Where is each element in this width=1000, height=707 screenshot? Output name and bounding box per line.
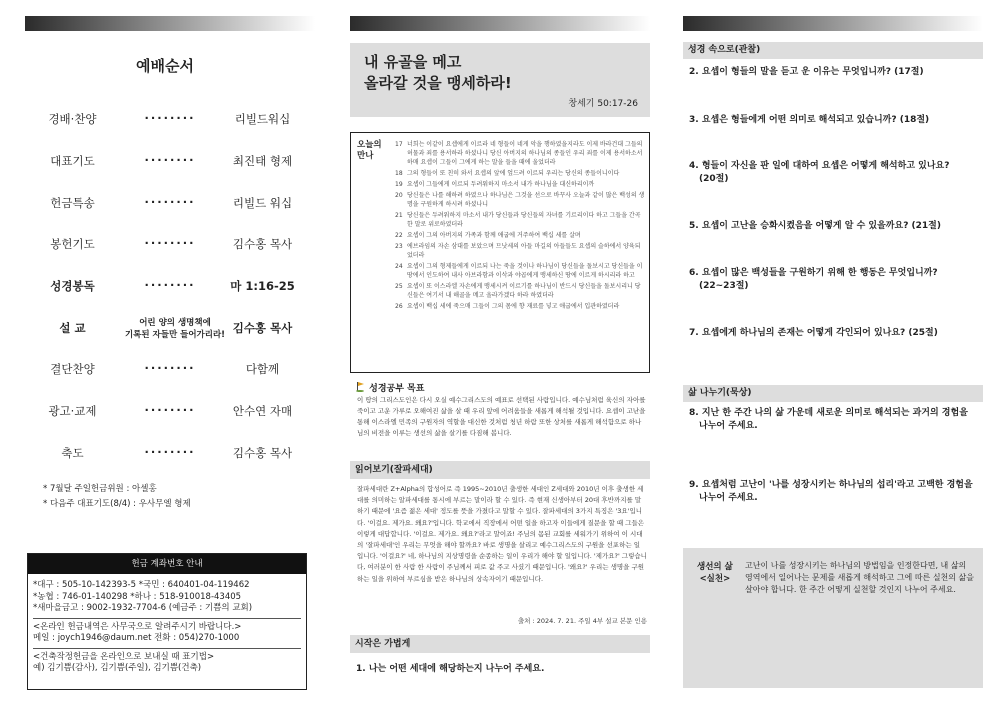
study-goal-title: 성경공부 목표 <box>369 384 425 394</box>
study-goal-text: 이 땅의 그리스도인은 다시 오실 예수그리스도의 예표로 선택된 사람입니다. 예수님처럼 육신의 자아를 죽이고 고운 가루로 오해여진 삶을 살 때 우리 앞에 어려움들을 새롭게 해석될 것입니다. 요셉이 고난을 통해 이스라엘 민족의 구원자의 역할을 대신한 것처럼 청년 하람 또한 상처를 새롭게 해석함으로 하나님의 비전을 이루는 생선의 삶을 살기를 다짐해 봅니다. <box>357 396 646 437</box>
order-title: 예배순서 <box>136 57 194 75</box>
order-dots: ········ <box>144 278 196 292</box>
reading-source: 출처 : 2024. 7. 21. 주일 4부 설교 본문 인용 <box>517 617 647 625</box>
sermon-title <box>120 317 230 341</box>
question-9-line: 9. 요셉처럼 고난이 '나를 성장시키는 하나님의 섭리'라고 고백한 경험을 <box>689 480 973 490</box>
order-dots: ········ <box>144 403 196 417</box>
sermon-hero <box>350 43 650 117</box>
verse-number: 23 <box>395 243 403 250</box>
order-dots: ········ <box>144 153 196 167</box>
verse-number: 24 <box>395 263 403 270</box>
order-row <box>25 153 305 173</box>
question-4-line: (20절) <box>699 174 729 184</box>
order-item-leader: 리빌드 워십 <box>232 196 293 210</box>
building-offering-example: 예) 김기쁨(감사), 김기쁨(주일), 김기쁨(건축) <box>33 663 202 673</box>
question-9-line: 나누어 주세요. <box>699 493 758 503</box>
verse <box>395 211 645 229</box>
order-item-leader: 다함께 <box>245 362 280 376</box>
verse-list <box>395 140 645 313</box>
verse-number: 21 <box>395 212 403 219</box>
verse <box>395 140 645 167</box>
question-7: 7. 요셉에게 하나님의 존재는 어떻게 각인되어 있나요? (25절) <box>689 328 938 338</box>
verse-text: 요셉이 그의 형제들에게 이르되 나는 죽을 것이나 하나님이 당신들을 돌보시고 당신들을 이 땅에서 인도하여 내사 아브라함과 이삭과 야곱에게 맹세하신 땅에 이르게 하시리라 하고 <box>407 263 643 279</box>
practice-label <box>697 561 733 585</box>
order-item-leader: 김수홍 목사 <box>232 237 293 251</box>
divider <box>33 648 301 649</box>
order-item-label: 결단찬양 <box>50 362 95 376</box>
contact-info: 메일 : joych1946@daum.net 전화 : 054)270-1000 <box>33 633 240 643</box>
verse <box>395 282 645 300</box>
building-offering-note: <건축작정헌금을 온라인으로 보내실 때 표기법> <box>33 651 215 662</box>
header-bar-middle <box>350 16 650 31</box>
order-item-leader: 김수홍 목사 <box>232 321 293 335</box>
verse-text: 너희는 이같이 요셉에게 이르라 네 형들이 네게 악을 행하였을지라도 이제 바라건대 그들의 허물과 죄를 용서하라 하셨나니 당신 아버지의 하나님의 종들인 우리 죄를 이제 용서하소서 하매 요셉이 그들이 그에게 하는 말을 들을 때에 울었더라 <box>407 141 643 166</box>
order-row <box>25 361 305 381</box>
practice-box <box>683 548 983 688</box>
question-5: 5. 요셉이 고난을 승화시켰음을 어떻게 알 수 있을까요? (21절) <box>689 221 941 231</box>
order-item-label: 설 교 <box>59 321 86 335</box>
scripture-label-line: 만나 <box>357 151 374 161</box>
scripture-reference: 창세기 50:17-26 <box>568 99 638 109</box>
study-goal-heading <box>355 381 424 394</box>
life-sharing-heading: 삶 나누기(묵상) <box>683 385 983 402</box>
question-8-line: 나누어 주세요. <box>699 421 758 431</box>
question-6-line: (22~23절) <box>699 281 749 291</box>
order-item-leader: 김수홍 목사 <box>232 446 293 460</box>
sermon-title-line: 어린 양의 생명책에 <box>139 318 211 328</box>
hero-title-line: 내 유골을 메고 <box>364 53 462 71</box>
question-6 <box>689 267 979 293</box>
account-line: *새마을금고 : 9002-1932-7704-6 (예금주 : 기쁨의 교회) <box>33 603 253 613</box>
order-item-label: 봉헌기도 <box>50 237 95 251</box>
order-item-label: 축도 <box>61 446 84 460</box>
verse-number: 20 <box>395 192 403 199</box>
hero-title-line: 올라갈 것을 맹세하라! <box>364 74 512 92</box>
reading-heading: 읽어보기(잘파세대) <box>350 461 650 479</box>
order-item-label: 대표기도 <box>50 154 95 168</box>
order-item-label: 성경봉독 <box>50 279 95 293</box>
account-line: *대구 : 505-10-142393-5 *국민 : 640401-04-119462 <box>33 580 250 590</box>
order-row <box>25 195 305 215</box>
sermon-title-line: 기록된 자들만 들어가리라! <box>124 330 226 340</box>
order-row <box>25 403 305 423</box>
verse-text: 요셉이 그들에게 이르되 두려워하지 마소서 내가 하나님을 대신하리이까 <box>407 181 595 188</box>
verse-text: 에브라임의 자손 삼대를 보았으며 므낫세의 아들 마길의 아들들도 요셉의 슬하에서 양육되었더라 <box>407 243 641 259</box>
verse <box>395 242 645 260</box>
order-item-leader: 리빌드워십 <box>234 112 291 126</box>
announcement-notes <box>43 482 191 512</box>
verse <box>395 262 645 280</box>
hero-title <box>364 52 512 94</box>
question-4 <box>689 160 979 186</box>
divider <box>33 618 301 619</box>
question-4-line: 4. 형들이 자신을 판 일에 대하여 요셉은 어떻게 해석하고 있나요? <box>689 161 950 171</box>
verse <box>395 191 645 209</box>
order-dots: ········ <box>144 236 196 250</box>
practice-label-line: <실천> <box>699 574 731 584</box>
question-1: 1. 나는 어떤 세대에 해당하는지 나누어 주세요. <box>356 664 545 674</box>
verse-number: 19 <box>395 181 403 188</box>
verse-number: 18 <box>395 170 403 177</box>
note-next-prayer: * 다음주 대표기도(8/4) : 우사무엘 형제 <box>43 499 191 509</box>
verse-number: 22 <box>395 232 403 239</box>
verse-text: 당신들은 나를 해하려 하였으나 하나님은 그것을 선으로 바꾸사 오늘과 같이 많은 백성의 생명을 구원하게 하시려 하셨나니 <box>407 192 645 208</box>
verse <box>395 169 645 178</box>
question-8 <box>689 407 979 433</box>
order-row <box>25 236 305 256</box>
question-9 <box>689 479 979 505</box>
verse-number: 17 <box>395 141 403 148</box>
order-item-leader: 최진태 형제 <box>232 154 293 168</box>
scripture-box <box>350 132 650 373</box>
online-offering-note: <온라인 헌금내역은 사무국으로 알려주시기 바랍니다.> <box>33 621 242 632</box>
question-6-line: 6. 요셉이 많은 백성들을 구원하기 위해 한 행동은 무엇입니까? <box>689 268 938 278</box>
reading-text: 잘파세대란 Z+Alpha의 합성어로 즉 1995~2010년 출생한 세대인 Z세대와 2010년 이후 출생한 세대를 의미하는 알파세대를 통시에 부르는 말이라 할 수 있다. 즉 현재 신생아부터 20대 후반까지를 말하기 때문에 '요즘 젊은 세대' 정도를 뜻을 가졌다고 말할 수 있다. 잘파세대의 3가지 특징은 '3요'입니다. '이걸요. 제가요. 왜요?'입니다. 학교에서 직장에서 어떤 일을 하고자 이들에게 질문을 할 때 그들은 이렇게 대답합니다. '이걸요. 제가요. 왜요?'라고 말이죠! 주님의 몸된 교회를 세워가기 위하여 이 시대의 '잘파세대'인 우리는 무엇을 해야 할까요? 바로 생명을 살리고 예수그리스도의 구원을 선포하는 일 입니다. '이걸요?' 네, 하나님의 지상명령을 순종하는 일이 우리가 해야 할 일입니다. '제가요?' 그렇습니다, 여러분이 한 사람 한 사람이 주님께서 피로 값 주고 사셨기 때문입니다. '왜요?' 우리는 생명을 구원하는 일을 위하여 부르심을 받은 하나님의 상속자이기 때문입니다. <box>357 485 647 583</box>
order-dots: ········ <box>144 111 196 125</box>
practice-text: 고난이 나를 성장시키는 하나님의 방법임을 인정한다면, 내 삶의 영역에서 일어나는 문제를 새롭게 해석하고 그에 따른 실천의 삶을 살아야 합니다. 한 주간 어떻게 실천할 것인지 나누어 주세요. <box>745 561 974 594</box>
flag-icon <box>355 382 366 392</box>
order-item-leader: 안수연 자매 <box>232 404 293 418</box>
order-dots: ········ <box>144 445 196 459</box>
question-8-line: 8. 지난 한 주간 나의 삶 가운데 새로운 의미로 해석되는 과거의 경험을 <box>689 408 968 418</box>
verse-text: 그의 형들이 또 친히 와서 요셉의 앞에 엎드려 이르되 우리는 당신의 종들이니이다 <box>407 170 620 177</box>
question-3: 3. 요셉은 형들에게 어떤 의미로 해석되고 있습니까? (18절) <box>689 115 930 125</box>
practice-label-line: 생선의 삶 <box>697 562 733 572</box>
order-row <box>25 278 305 298</box>
scripture-label-line: 오늘의 <box>357 140 382 150</box>
order-item-label: 경배·찬양 <box>48 112 97 126</box>
verse-text: 요셉이 백십 세에 죽으매 그들이 그의 몸에 향 재료를 넣고 애굽에서 입관하였더라 <box>407 303 620 310</box>
verse <box>395 231 645 240</box>
verse <box>395 302 645 311</box>
order-row-sermon <box>25 320 305 340</box>
question-2: 2. 요셉이 형들의 말을 듣고 운 이유는 무엇입니까? (17절) <box>689 67 924 77</box>
observation-heading: 성경 속으로(관찰) <box>683 42 983 59</box>
verse-number: 26 <box>395 303 403 310</box>
note-offering-committee: * 7월달 주일헌금위원 : 아셀홍 <box>43 484 157 494</box>
verse <box>395 180 645 189</box>
scripture-label <box>357 140 382 162</box>
account-info-box <box>27 553 307 690</box>
order-item-label: 헌금특송 <box>50 196 95 210</box>
verse-text: 당신들은 두려워하지 마소서 내가 당신들과 당신들의 자녀를 기르리이다 하고 그들을 간곡한 말로 위로하였더라 <box>407 212 641 228</box>
account-line: *농협 : 746-01-140298 *하나 : 518-910018-43405 <box>33 591 242 602</box>
verse-number: 25 <box>395 283 403 290</box>
verse-text: 요셉이 또 이스라엘 자손에게 맹세시켜 이르기를 하나님이 반드시 당신들을 돌보시리니 당신들은 여기서 내 해골을 메고 올라가겠다 하라 하였더라 <box>407 283 641 299</box>
order-item-leader: 마 1:16-25 <box>230 279 295 293</box>
start-heading: 시작은 가볍게 <box>350 635 650 653</box>
order-item-label: 광고·교제 <box>48 404 97 418</box>
order-row <box>25 445 305 465</box>
order-dots: ········ <box>144 361 196 375</box>
verse-text: 요셉이 그의 아버지의 가족과 함께 애굽에 거주하여 백십 세를 살며 <box>407 232 581 239</box>
header-bar-right <box>683 16 983 31</box>
account-info-title: 헌금 계좌번호 안내 <box>28 554 306 574</box>
order-row <box>25 111 305 131</box>
order-dots: ········ <box>144 195 196 209</box>
